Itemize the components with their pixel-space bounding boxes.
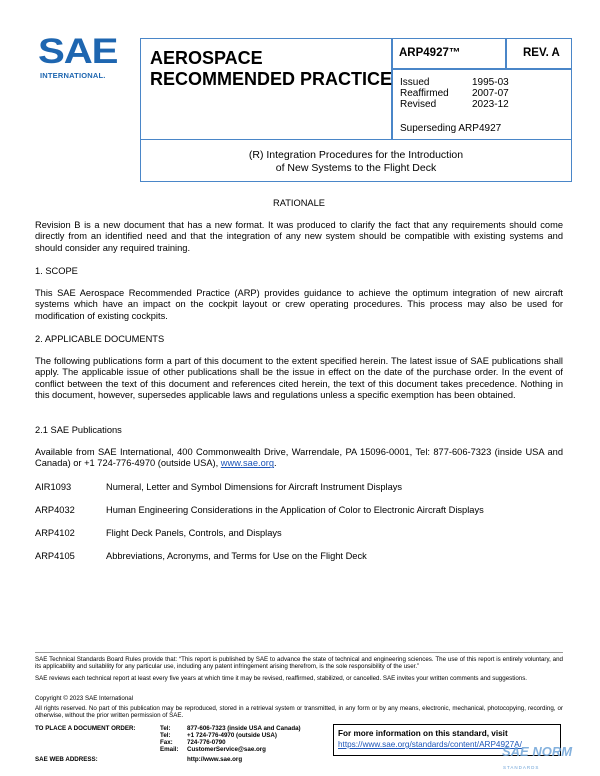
sae-website-link[interactable]: www.sae.org (220, 458, 275, 469)
copyright-text: Copyright © 2023 SAE International (35, 695, 134, 702)
scope-text: This SAE Aerospace Recommended Practice (ARP) provides guidance to achieve the optimum integration of new aircraft systems which have an impact on the cockpit layout or crew operating procedures. This process may also be used for modification of existing cockpits. (35, 288, 563, 321)
revised-date: 2023-12 (472, 99, 509, 110)
standard-link[interactable]: https://www.sae.org/standards/content/ARP4927A/ (338, 740, 522, 749)
scope-heading: 1. SCOPE (35, 266, 78, 276)
reference-id: ARP4032 (35, 505, 75, 515)
applicable-documents-text: The following publications form a part of this document to the extent specified herein. The latest issue of SAE publications shall apply. The applicable issue of other publications shall be the issue in effect on the date of the purchase order. In the event of conflict between the text of this document and references cited herein, the text of this document takes precedence. Nothing in this document, however, supersedes applicable laws and regulations unless a specific exemption has been obtained. (35, 356, 563, 401)
sentence-period: . (274, 458, 277, 469)
reaffirmed-date: 2007-07 (472, 88, 509, 99)
header-divider (505, 38, 507, 69)
document-title-line: of New Systems to the Flight Deck (275, 162, 437, 174)
board-rules-text: SAE Technical Standards Board Rules provide that: “This report is published by SAE to advance the state of technical and engineering sciences. The use of this report is entirely voluntary, and its applicability and suitability for any particular use, including any patent infringement arising therefrom, is the sole responsibility of the user.” (35, 656, 563, 671)
reaffirmed-label: Reaffirmed (400, 88, 449, 99)
logo-subtitle: INTERNATIONAL. (40, 71, 106, 80)
reference-id: ARP4105 (35, 551, 75, 561)
footer-divider (35, 652, 563, 653)
more-info-title: For more information on this standard, visit (338, 729, 508, 738)
logo-brand: SAE (38, 32, 118, 71)
title-box (140, 140, 572, 182)
contact-value: 724-776-0790 (187, 739, 226, 746)
reference-title: Numeral, Letter and Symbol Dimensions for Aircraft Instrument Displays (106, 482, 403, 492)
document-title-line: (R) Integration Procedures for the Introduction (248, 149, 464, 161)
rationale-heading: RATIONALE (272, 198, 325, 208)
sae-publications-body: Available from SAE International, 400 Commonwealth Drive, Warrendale, PA 15096-0001, Tel: 877-606-7323 (inside USA and Canada) or +1 724-776-4970 (outside USA), (35, 447, 563, 469)
order-label: TO PLACE A DOCUMENT ORDER: (35, 725, 136, 732)
applicable-documents-heading: 2. APPLICABLE DOCUMENTS (35, 334, 165, 344)
reference-title: Flight Deck Panels, Controls, and Displays (106, 528, 282, 538)
revised-label: Revised (400, 99, 437, 110)
watermark-subtitle: STANDARDS (503, 765, 540, 770)
document-type (150, 48, 392, 90)
reference-title: Human Engineering Considerations in the Application of Color to Electronic Aircraft Displays (106, 505, 484, 515)
reference-id: AIR1093 (35, 482, 72, 492)
document-type-line: RECOMMENDED PRACTICE (150, 69, 393, 89)
sae-publications-text (35, 447, 563, 470)
contact-key: Email: (160, 746, 179, 753)
contact-key: Tel: (160, 725, 171, 732)
superseding-note: Superseding ARP4927 (400, 123, 502, 134)
rationale-text: Revision B is a new document that has a new format. It was produced to clarify the fact that any requirements should come directly from an identified need and that the integration of any new system should be compatible with existing systems and should consider any required training. (35, 220, 563, 253)
reference-id: ARP4102 (35, 528, 75, 538)
contact-key: Tel: (160, 732, 171, 739)
header-divider (391, 68, 572, 70)
watermark-logo: SAE NORM (502, 744, 573, 759)
rights-text: All rights reserved. No part of this publication may be reproduced, stored in a retrieval system or transmitted, in any form or by any means, electronic, mechanical, photocopying, recording, or otherwise, without the prior written permission of SAE. (35, 705, 563, 720)
revision-label: REV. A (523, 47, 560, 59)
review-text: SAE reviews each technical report at least every five years at which time it may be revised, reaffirmed, stabilized, or cancelled. SAE invites your written comments and suggestions. (35, 675, 528, 682)
sae-logo (38, 33, 120, 83)
issued-label: Issued (400, 77, 430, 88)
web-address-label: SAE WEB ADDRESS: (35, 756, 98, 763)
document-number: ARP4927™ (399, 47, 461, 59)
reference-title: Abbreviations, Acronyms, and Terms for Use on the Flight Deck (106, 551, 367, 561)
issued-date: 1995-03 (472, 77, 509, 88)
web-address-value[interactable]: http://www.sae.org (187, 756, 243, 763)
contact-value: 877-606-7323 (inside USA and Canada) (187, 725, 301, 732)
contact-email[interactable]: CustomerService@sae.org (187, 746, 266, 753)
sae-publications-heading: 2.1 SAE Publications (35, 425, 122, 435)
contact-key: Fax: (160, 739, 173, 746)
document-type-line: AEROSPACE (150, 48, 263, 68)
contact-value: +1 724-776-4970 (outside USA) (187, 732, 277, 739)
